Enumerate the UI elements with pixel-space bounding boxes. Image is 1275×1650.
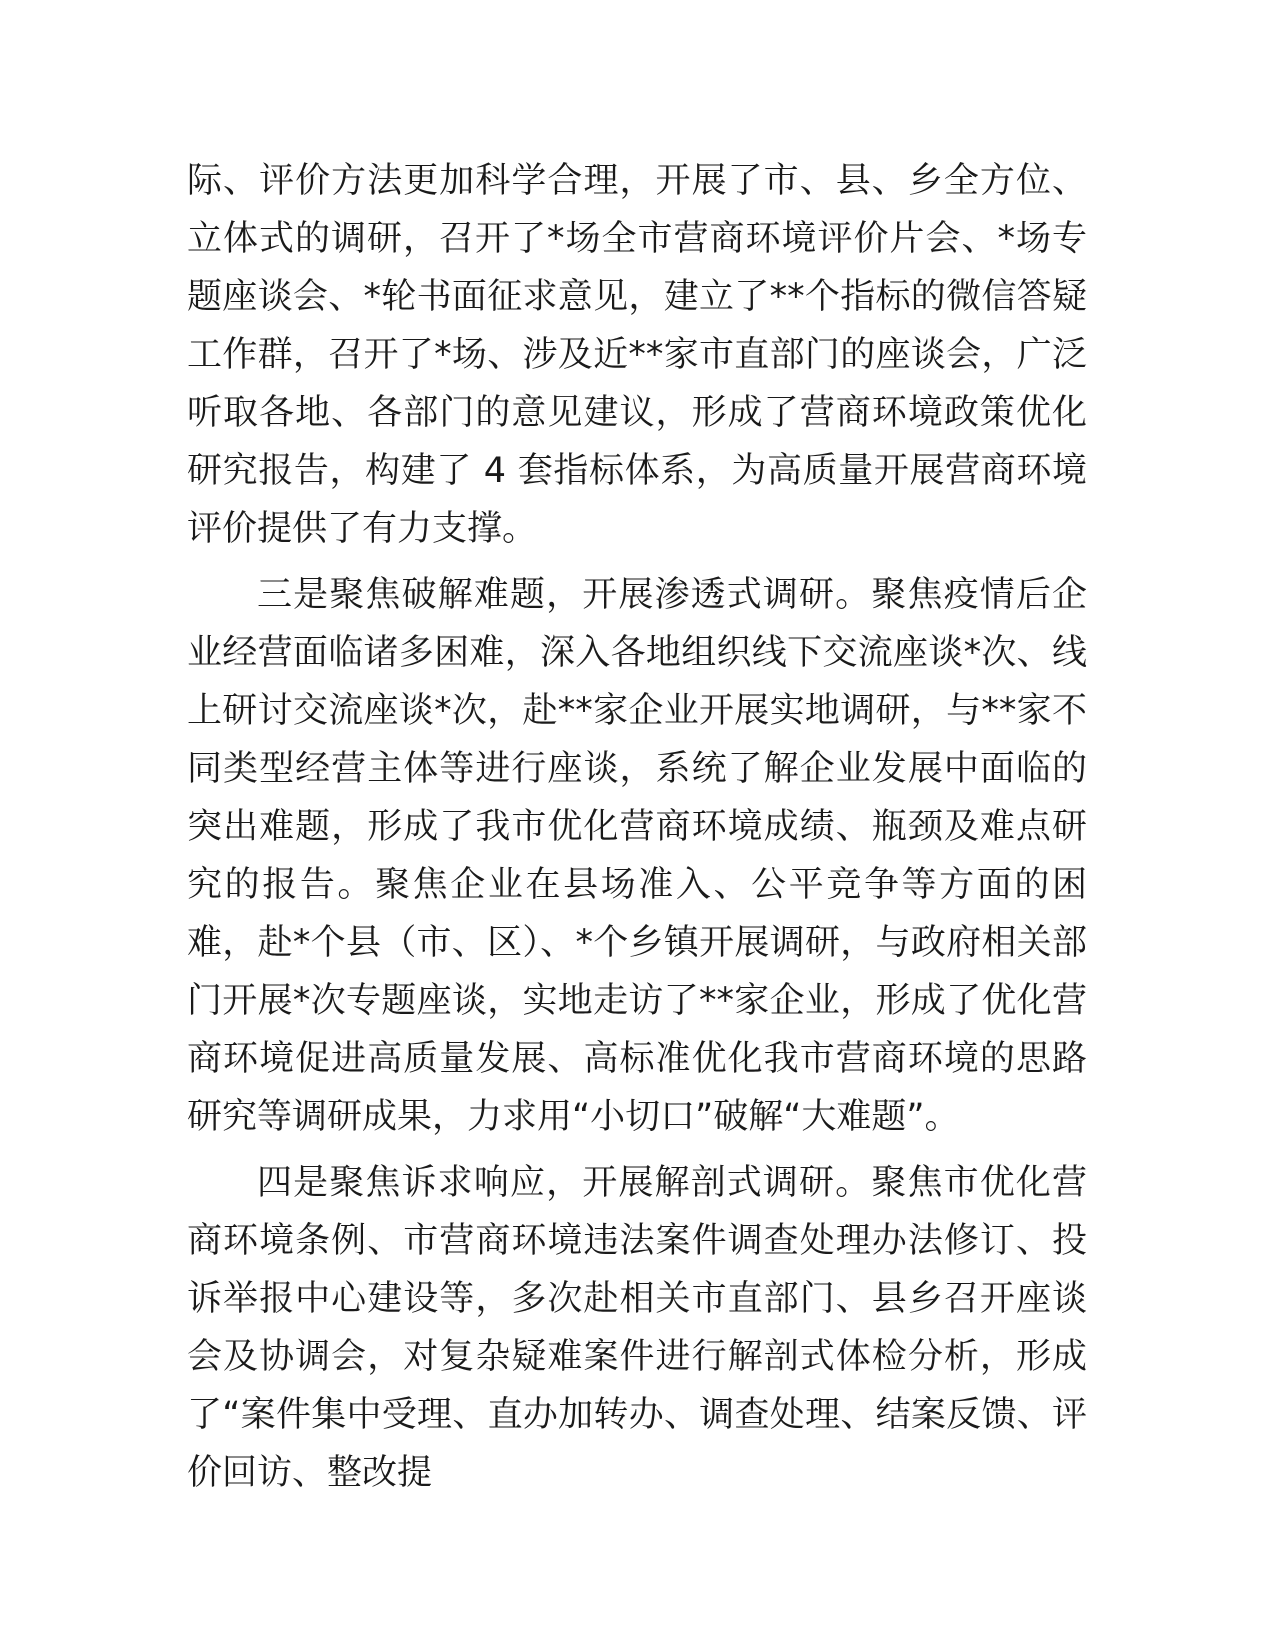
paragraph-fourth-point: 四是聚焦诉求响应，开展解剖式调研。聚焦市优化营商环境条例、市营商环境违法案件调查处理办法修订、投诉举报中心建设等，多次赴相关市直部门、县乡召开座谈会及协调会，对复杂疑难案件进行解剖式体检分析，形成了“案件集中受理、直办加转办、调查处理、结案反馈、评价回访、整改提	[187, 1163, 1087, 1493]
paragraph-third-point: 三是聚焦破解难题，开展渗透式调研。聚焦疫情后企业经营面临诸多困难，深入各地组织线下交流座谈*次、线上研讨交流座谈*次，赴**家企业开展实地调研，与**家不同类型经营主体等进行座谈，系统了解企业发展中面临的突出难题，形成了我市优化营商环境成绩、瓶颈及难点研究的报告。聚焦企业在县场准入、公平竞争等方面的困难，赴*个县（市、区）、*个乡镇开展调研，与政府相关部门开展*次专题座谈，实地走访了**家企业，形成了优化营商环境促进高质量发展、高标准优化我市营商环境的思路研究等调研成果，力求用“小切口”破解“大难题”。	[187, 575, 1087, 1137]
document-body	[187, 152, 1087, 1510]
paragraph-continuation: 际、评价方法更加科学合理，开展了市、县、乡全方位、立体式的调研，召开了*场全市营商环境评价片会、*场专题座谈会、*轮书面征求意见，建立了**个指标的微信答疑工作群，召开了*场、涉及近**家市直部门的座谈会，广泛听取各地、各部门的意见建议，形成了营商环境政策优化研究报告，构建了 4 套指标体系，为高质量开展营商环境评价提供了有力支撑。	[187, 161, 1087, 549]
